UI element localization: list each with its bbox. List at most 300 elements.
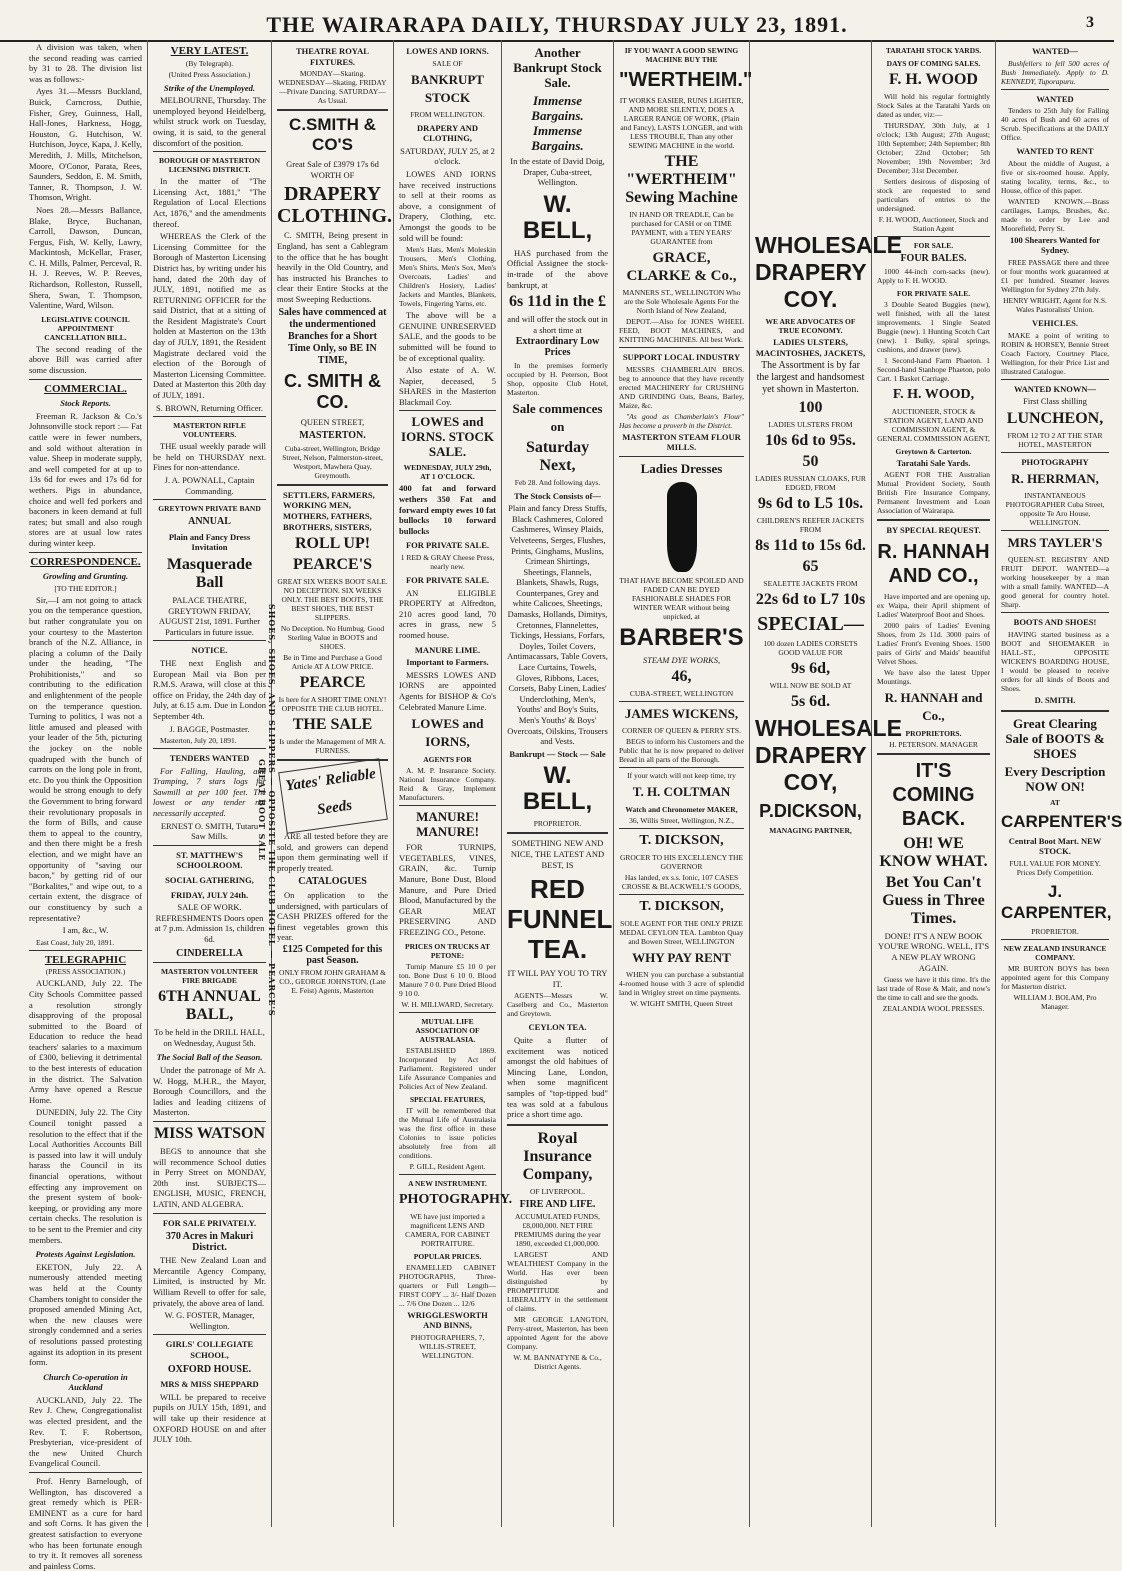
divider xyxy=(153,1334,266,1335)
section-heading-telegraphic: TELEGRAPHIC xyxy=(44,953,127,966)
ad-text: Bankrupt — Stock — Sale xyxy=(509,748,606,759)
ad-text: PROPRIETOR. xyxy=(1031,926,1079,936)
divider xyxy=(1001,452,1109,453)
ad-title-bell: W. BELL, xyxy=(522,762,593,816)
notice-text: In the matter of "The Licensing Act, 1881," "The Regulation of Local Elections Act, 1876," and the amendments thereof. xyxy=(153,176,266,229)
ad-text: Tenders to 25th July for Falling 40 acres of Bush and 60 acres of Scrub. Specifications at the DAILY Office. xyxy=(1001,106,1109,143)
ad-title-wertheim: "WERTHEIM." xyxy=(619,69,753,91)
divider xyxy=(277,109,388,111)
article-text: Noes 28.—Messrs Ballance, Blake, Bryce, Buchanan, Carroll, Dawson, Duncan, Fergus, Fish, W. Kelly, Lawry, Mackintosh, McKellar, Fraser, C. H. Mills, Palmer, Perceval, R. H. J. Reeves, W. P. Reeves, Richardson, Rolleston, Russell, Shera, Swan, T. Thompson, Valentine, Ward, Wilson. xyxy=(29,204,142,311)
ad-title: LOWES and IORNS. STOCK SALE. xyxy=(401,414,494,460)
ad-heading: PHOTOGRAPHY xyxy=(1021,456,1089,467)
ad-heading: PROPRIETORS. xyxy=(905,728,962,738)
article-text: EKETON, July 22. A numerously attended meeting was held at the County Chambers tonight to consider the proposed amended Mining Act, when the new clauses were strongly condemned and a series of resolutions passed protesting against its adoption in its present form. xyxy=(29,1261,142,1368)
ad-text: SETTLERS, FARMERS, WORKING MEN, MOTHERS, FATHERS, BROTHERS, SISTERS, xyxy=(283,489,375,532)
ad-text: FREE PASSAGE there and three or four months work guaranteed at £1 per hundred. Steamer leaves Wellington for Sydney 27th July. xyxy=(1001,257,1109,294)
signature: P. GILL, Resident Agent. xyxy=(409,1161,486,1171)
ad-text: 1 Second-hand Farm Phaeton. 1 Second-hand Stanhope Phaeton, polo Cart. 1 Basket Carriage. xyxy=(877,355,990,383)
divider xyxy=(619,701,744,702)
notice-heading: MASTERTON RIFLE VOLUNTEERS. xyxy=(173,421,246,440)
ad-heading: MUTUAL LIFE ASSOCIATION OF AUSTRALASIA. xyxy=(415,1016,480,1044)
signature: I am, &c., W. xyxy=(62,925,109,936)
ad-heading: Watch and Chronometer MAKER, xyxy=(625,805,738,815)
ad-heading: AT xyxy=(1050,797,1060,807)
ad-heading: FOUR BALES. xyxy=(900,253,967,264)
ad-text: LARGEST AND WEALTHIEST Company in the World. Has ever been distinguished by PROMPTITUDE and LIBERALITY in the settlement of claims. xyxy=(507,1250,608,1314)
ad-text: DONE! IT'S A NEW BOOK YOU'RE WRONG. WELL, IT'S A NEW PLAY WRONG AGAIN. xyxy=(877,930,990,973)
ad-title: Every Description NOW ON! xyxy=(1004,763,1106,794)
ad-text: Great Sale of £3979 17s 6d WORTH OF xyxy=(286,159,379,180)
ad-heading: FOR PRIVATE SALE. xyxy=(896,288,971,298)
lady-dress-illustration xyxy=(667,482,697,572)
ad-text: WILL NOW BE SOLD AT xyxy=(769,681,852,691)
ad-title: F. H. WOOD xyxy=(889,71,978,88)
column-8 xyxy=(872,40,996,1527)
ad-text: FROM 12 TO 2 AT THE STAR HOTEL, MASTERTON xyxy=(1007,430,1103,449)
ad-text: Plain and fancy Dress Stuffs, Black Cashmeres, Colored Cashmeres, Winsey Plaids, Velveteens, Serges, Flushes, Prints, Ginghams, Muslins, Crimean Shirtings, Sheetings, Flannels, Blankets, Shawls, Rugs, Counterpanes, Grey and white Calicoes, Sheetings, Damasks, Hollands, Dimitys, Cretonnes, Flannelettes, Tickings, Hessians, Forfars, Doyles, Toilet Covers, Antimacassars, Table Covers, Lace Curtains, Towels, Gloves, Ribbons, Laces, Corsets, Baby Linen, Ladies' Underclothing, Men's, Youths' and Boy's Suits, Men's Youths' & Boys' Overcoats, Oilskins, Trousers and Vests. xyxy=(507,503,608,747)
ad-text: PALACE THEATRE, GREYTOWN FRIDAY, AUGUST 21st, 1891. Further Particulars in future issue. xyxy=(158,594,261,637)
ad-text: and will offer the stock out in a short time at xyxy=(507,314,608,335)
ad-heading: DRAPERY AND CLOTHING, xyxy=(416,122,478,144)
ad-text: Extraordinary Low Prices xyxy=(515,336,600,358)
ad-text: QUEEN STREET, xyxy=(300,416,365,427)
ad-text: H. PETERSON. MANAGER xyxy=(889,739,978,749)
divider xyxy=(877,753,990,755)
ad-text: Have imported and are opening up, ex Waipa, their April shipment of Ladies' Waterproof Boot and Shoes. xyxy=(877,591,990,619)
ad-heading: WANTED xyxy=(1036,93,1074,104)
ad-title: T. H. COLTMAN xyxy=(632,784,731,800)
column-4 xyxy=(394,40,513,1527)
ad-title-barbers: BARBER'S xyxy=(619,623,744,651)
ad-text: 100 dozen LADIES CORSETS GOOD VALUE FOR xyxy=(763,639,858,658)
ad-title: WHY PAY RENT xyxy=(632,950,731,966)
ad-heading: SOCIAL GATHERING, xyxy=(165,875,254,886)
article-text: AUCKLAND, July 22. The Rev J. Chew, Congregationalist was elected president, and the Rev. T. F. Robertson, Presbyterian, vice-president of the new United Church Evangelical Council. xyxy=(29,1394,142,1469)
ad-heading: CATALOGUES xyxy=(298,876,367,888)
ad-heading: THEATRE ROYAL FIXTURES. xyxy=(296,46,369,67)
article-note: (By Telegraph). xyxy=(185,58,234,68)
ad-text: No Deception. No Humbug. Good Sterling Value in BOOTS and SHOES. xyxy=(280,624,385,652)
ad-text: 1 RED & GRAY Cheese Press, nearly new. xyxy=(400,553,495,572)
ad-text: About the middle of August, a five or six-roomed house. Apply, stating locality, terms, &c., to House, office of this paper. xyxy=(1001,158,1109,195)
ad-text: Has landed, ex s.s. Ionic, 107 CASES CROSSE & BLACKWELL'S GOODS, xyxy=(621,873,742,892)
divider xyxy=(153,962,266,963)
divider xyxy=(619,828,744,829)
ad-text: We have also the latest Upper Mountings. xyxy=(877,667,990,686)
ad-text: WHEN you can purchase a substantial 4-roomed house with 3 acre of splendid land in Wrigley street on time payments. xyxy=(619,970,744,998)
ad-heading: PRICES ON TRUCKS AT PETONE: xyxy=(405,941,490,960)
divider xyxy=(399,1174,496,1175)
notice-text: WHEREAS the Clerk of the Licensing Committee for the Borough of Masterton Licensing District has, by writing under his hand, dated the 20th day of JULY, 1891, notified me as RETURNING OFFICER for the said District, that at a sitting of the Resident Magistrate's Court holden at Masterton on the 13th day of JULY, 1891, the Resident Magistrate declared void the election of the Borough of Masterton Licensing Committee. Dated at Masterton this 20th day of JULY, 1891. xyxy=(153,231,266,401)
ad-text: Central Boot Mart. NEW STOCK. xyxy=(1008,835,1102,857)
ad-title: Ladies Dresses xyxy=(640,460,723,476)
ad-title: ROLL UP! xyxy=(294,535,371,553)
ad-text: Cuba-street, Wellington, Bridge Street, Nelson, Palmerston-street, Westport, Mawhera Quay, Greymouth. xyxy=(282,443,383,480)
section-heading-very-latest: VERY LATEST. xyxy=(170,45,249,57)
notice-heading: NOTICE. xyxy=(191,645,228,656)
signature: F. H. WOOD, Auctioneer, Stock and Station Agent xyxy=(878,215,989,233)
ad-title: 10s 6d to 95s. xyxy=(765,432,856,450)
divider xyxy=(1001,710,1109,712)
ad-heading: Plain and Fancy Dress Invitation xyxy=(168,531,251,553)
ad-title: Sale commences on xyxy=(512,400,603,434)
divider xyxy=(619,894,744,895)
vertical-ad-strip: SHOES, SHOES, AND SLIPPERS — OPPOSITE THE CLUB HOTEL — PEARCE'S GREAT BOOT SALE xyxy=(257,603,277,1017)
divider xyxy=(153,499,266,500)
divider xyxy=(153,1213,266,1214)
ad-heading: FOR PRIVATE SALE. xyxy=(405,540,490,551)
ad-heading: FOR PRIVATE SALE. xyxy=(405,575,490,586)
ad-text: SATURDAY, JULY 25, at 2 o'clock. xyxy=(400,145,495,167)
signature: W. H. MILLWARD, Secretary. xyxy=(401,999,494,1009)
ad-text: HAVING started business as a BOOT and SHOEMAKER in HALL-ST., OPPOSITE WICKEN'S BOARDING HOUSE, I would be pleased to receive orders for all kinds of Boots and Shoes. xyxy=(1001,629,1109,693)
ad-title: 8s 11d to 15s 6d. xyxy=(755,537,866,555)
ad-text: "As good as Chamberlain's Flour" Has become a proverb in the District. xyxy=(619,411,744,430)
ad-text: IN HAND OR TREADLE, Can be purchased for CASH or on TIME PAYMENT, with a TEN YEARS' GUARANTEE from xyxy=(629,210,734,246)
ad-text: BEGS to announce that she will recommence School duties in Perry Street on MONDAY, 20th inst. SUBJECTS— ENGLISH, MUSIC, FRENCH, LATIN, AND ALGEBRA. xyxy=(153,1145,266,1209)
ad-text: SEALETTE JACKETS FROM xyxy=(763,579,858,589)
ad-text: ENAMELLED CABINET PHOTOGRAPHS, Three-quarters or Full Length— FIRST COPY ... 3/- Half Dozen ... 7/6 One Dozen ... 12/6 xyxy=(399,1262,496,1308)
divider xyxy=(399,1012,496,1013)
divider xyxy=(153,845,266,846)
column-5 xyxy=(502,40,614,1527)
ad-text: £125 Competed for this past Season. xyxy=(282,944,383,966)
ad-title: LOWES and IORNS, xyxy=(411,716,484,750)
ad-heading: The Social Ball of the Season. xyxy=(156,1052,263,1063)
ad-heading: MASTERTON VOLUNTEER FIRE BRIGADE xyxy=(160,967,259,986)
signature: ERNEST O. SMITH, Tutaru Saw Mills. xyxy=(160,820,259,842)
ad-text: SOLE AGENT FOR THE ONLY PRIZE MEDAL CEYLON TEA. Lambton Quay and Bowen Street, WELLINGTON xyxy=(619,919,744,947)
ad-title: 9s 6d, xyxy=(790,660,831,678)
ad-text: FULL VALUE FOR MONEY. Prices Defy Competition. xyxy=(1009,858,1101,877)
ad-text: WILL be prepared to receive pupils on JULY 15th, 1891, and will take up their residence at OXFORD HOUSE on and after JULY 10th. xyxy=(153,1391,266,1445)
ad-heading: TENDERS WANTED xyxy=(169,753,250,764)
ad-heading: POPULAR PRICES. xyxy=(413,1251,482,1261)
ad-text: GROCER TO HIS EXCELLENCY THE GOVERNOR xyxy=(619,853,744,872)
signature: WILLIAM J. BOLAM, Pro Manager. xyxy=(1013,992,1097,1011)
ad-heading: WANTED KNOWN— xyxy=(1014,383,1096,394)
divider xyxy=(1001,89,1109,90)
ad-text: Settlers desirous of disposing of stock are requested to send particulars of entries to the undersigned. xyxy=(877,177,990,213)
dateline: East Coast, July 20, 1891. xyxy=(36,937,115,947)
ad-title-dickson: P.DICKSON, xyxy=(759,801,862,822)
ad-title: MANURE! MANURE! xyxy=(416,809,479,840)
ad-text: Guess we have it this time. It's the last trade of Rose & Mair, and now's the time to call and see the goods. xyxy=(877,975,990,1003)
notice-text: THE next English and European Mail via Bon per R.M.S. Arawa, will close at this office on Friday, the 24th day of July, at 6.15 a.m. Due in London September 4th. xyxy=(153,657,266,721)
ad-title: 6TH ANNUAL BALL, xyxy=(158,988,261,1024)
ad-text: 3 Double Seated Buggies (new), well finished, with all the latest improvements. 1 Single Seated Buggie (new). 1 Hunting Scotch Cart (new). 1 Bulky, spiral springs, cushions, and drawer (new). xyxy=(877,299,990,354)
article-text: Ayes 31.—Messrs Buckland, Buick, Carncross, Duthie, Fisher, Grey, Guinness, Hall, Hall-Jones, Harkness, Hogg, Houston, G. Hutchison, W. Hutchison, Joyce, Kapa, J. Kelly, Meredith, J. Mills, Mitchelson, Moore, O'Conor, Parata, Rees, Saunders, Seddon, E. M. Smith, Tanner, R. Thompson, J. W. Thomson, Wright. xyxy=(29,86,142,203)
ad-title: THE SALE xyxy=(292,716,373,734)
ad-text: Taratahi Sale Yards. xyxy=(896,457,971,468)
signature: W. G. FOSTER, Manager, Wellington. xyxy=(164,1310,255,1331)
ad-text: If your watch will not keep time, try xyxy=(627,771,736,781)
ad-text: ESTABLISHED 1869. Incorporated by Act of Parliament. Registered under Life Assurance Companies and Policies Act of New Zealand. xyxy=(399,1045,496,1091)
divider xyxy=(399,805,496,806)
ad-text: AGENT FOR THE Australian Mutual Provident Society, South British Fire Insurance Company, Permanent Investment and Loan Association of Wairarapa. xyxy=(877,470,990,516)
ad-text: MR BURTON BOYS has been appointed agent for this Company for Masterton district. xyxy=(1001,963,1109,991)
section-heading-correspondence: CORRESPONDENCE. xyxy=(30,555,141,568)
ad-heading: GIRLS' COLLEGIATE SCHOOL, xyxy=(165,1339,254,1361)
ad-text: HAS purchased from the Official Assignee the stock-in-trade of the above bankrupt, at xyxy=(507,247,608,290)
signature: W. M. BANNATYNE & Co., District Agents. xyxy=(513,1353,602,1372)
ad-text: Bushfellers to fell 500 acres of Bush Immediately. Apply to D. KENNEDY, Tuporapuru. xyxy=(1001,58,1109,86)
ad-title: Immense Bargains. Immense Bargains. xyxy=(531,93,584,153)
divider xyxy=(29,379,142,380)
ad-heading: MRS & MISS SHEPPARD xyxy=(160,1379,259,1390)
ad-text: MANNERS ST., WELLINGTON Who are the Sole Wholesale Agents For the North Island of New Zealand, xyxy=(622,288,741,315)
ad-title-coming-back: IT'S COMING BACK. xyxy=(892,759,975,830)
article-text: MELBOURNE, Thursday. The unemployed beyond Heidelberg, whilst struck work on Tuesday, owing, it is said, to the general discomfort of the position. xyxy=(153,95,266,148)
ad-title-hannah: R. HANNAH AND CO., xyxy=(877,540,990,587)
ad-title: 6s 11d in the £ xyxy=(509,293,606,311)
ad-heading: MANURE LIME. xyxy=(414,644,481,655)
ad-title: T. DICKSON, xyxy=(639,899,724,915)
ad-title: JAMES WICKENS, xyxy=(624,706,739,722)
ad-title: DRAPERY CLOTHING. xyxy=(277,183,393,228)
article-subheading: Growling and Grunting. xyxy=(42,571,129,582)
ad-text: ACCUMULATED FUNDS, £8,000,000. NET FIRE PREMIUMS during the year 1890, exceeded £1,000,000. xyxy=(514,1212,601,1249)
ad-title-bell: W. BELL, xyxy=(522,190,593,244)
ad-text: QUEEN-ST. REGISTRY AND FRUIT DEPOT. WANTED—a working housekeeper by a man with a small family. WANTED—A good general for country hotel. Sharp. xyxy=(1001,555,1109,610)
ad-heading: ST. MATTHEW'S SCHOOLROOM. xyxy=(176,849,243,871)
ad-title: R. HERRMAN, xyxy=(1011,471,1099,487)
ad-title-wholesale-drapery: WHOLESALE DRAPERY COY, xyxy=(755,715,902,796)
ad-title: Royal Insurance Company, xyxy=(522,1129,593,1183)
ad-text: IT WILL PAY YOU TO TRY IT. xyxy=(507,968,608,989)
ad-title: MRS TAYLER'S xyxy=(1007,535,1103,551)
ad-text: LADIES ULSTERS FROM xyxy=(768,420,853,430)
divider xyxy=(153,640,266,641)
divider xyxy=(153,748,266,749)
ad-text: A. M. P. Insurance Society. National Insurance Company. Reid & Gray, Implement Manufacturers. xyxy=(399,766,496,803)
ad-text: MAKE a point of writing to ROBIN & HORSEY, Bennie Street Coach Factory, Courtney Place, Wellington, for their Price List and illustrated Catalogue. xyxy=(1001,330,1109,376)
notice-text: THE usual weekly parade will be held on THURSDAY next. Fines for non-attendance. xyxy=(153,441,266,473)
ad-title: 22s 6d to L7 10s xyxy=(755,591,866,609)
ad-heading: OXFORD HOUSE. xyxy=(167,1363,252,1375)
column-7 xyxy=(750,40,902,1527)
ad-text: ONLY FROM JOHN GRAHAM & CO., GEORGE JOHNSTON, (Late E. Feist) Agents, Masterton xyxy=(279,968,386,996)
ad-text: WANTED KNOWN.—Brass cartilages, Lamps, Brushes, &c. made to order by Lee and Moorefield, Perry St. xyxy=(1001,196,1109,233)
ad-text: SALE OF xyxy=(432,58,463,68)
ad-text: AGENTS—Messrs W. Caselberg and Co., Masterton and Greytown. xyxy=(507,991,608,1019)
ad-heading: The Stock Consists of— xyxy=(514,490,601,501)
column-2 xyxy=(148,40,272,1527)
ad-text: 100 Shearers Wanted for Sydney. xyxy=(1009,234,1101,256)
ad-title: 370 Acres in Makuri District. xyxy=(165,1231,254,1253)
ad-heading: FRIDAY, JULY 24th. xyxy=(170,889,249,900)
ad-text: AUCTIONEER, STOCK & STATION AGENT, LAND AND COMMISSION AGENT, & GENERAL COMMISSION AGENT, xyxy=(877,406,990,443)
ad-text: THURSDAY, 30th July, at 1 o'clock; 13th August; 27th August; 10th September; 24th September; 8th October; 22nd October; 5th November; 19th November; 3rd December; 31st December. xyxy=(877,121,990,175)
ad-title: 100 xyxy=(798,399,823,417)
ad-text: LADIES ULSTERS, MACINTOSHES, JACKETS, xyxy=(755,337,866,358)
ad-text: FROM WELLINGTON. xyxy=(410,109,485,119)
column-1 xyxy=(24,40,148,1571)
ad-text: Under the patronage of Mr A. W. Hogg, M.H.R., the Mayor, Borough Councillors, and the ladies and leading citizens of Masterton. xyxy=(153,1064,266,1118)
ad-heading: WEDNESDAY, JULY 29th, AT 1 O'CLOCK. xyxy=(403,463,492,482)
divider xyxy=(619,347,744,348)
ad-heading: BY SPECIAL REQUEST. xyxy=(886,525,981,536)
article-text: The second reading of the above Bill was carried after some discussion. xyxy=(29,343,142,376)
ad-text: Turnip Manure £5 10 0 per ton. Bone Dust 6 10 0. Blood Manure 7 0 0. Pure Dried Blood 9 10 0. xyxy=(399,961,496,998)
ad-heading: NEW ZEALAND INSURANCE COMPANY. xyxy=(1003,943,1107,962)
ad-title: SPECIAL— xyxy=(757,613,864,636)
ad-title-carpenters: CARPENTER'S xyxy=(1001,811,1122,831)
ad-text: In the premises formerly occupied by H. Peterson, Boot Shop, opposite Club Hotel, Masterton. xyxy=(507,360,608,397)
ad-title: PEARCE xyxy=(299,674,366,692)
ad-text: Men's Hats, Men's Moleskin Trousers, Men's Clothing, Men's Shirts, Men's Sox, Men's Overcoats, Ladies' and Children's Hosiery, Ladies' Jackets and Mantles, Blankets, Towels, Fingering Yarns, etc. xyxy=(399,245,496,309)
ad-text: SALE OF WORK. REFRESHMENTS Doors open at 7 p.m. Admission 1s, children 6d. xyxy=(154,902,265,944)
ad-title-red-funnel-tea: RED FUNNEL TEA. xyxy=(507,874,613,965)
divider xyxy=(619,456,744,457)
ad-text: SOMETHING NEW AND NICE, THE LATEST AND BEST, IS xyxy=(510,838,605,870)
ad-text: LOWES AND IORNS have received instructions to sell at their rooms as above, a consignment of Drapery, Clothing, etc. Amongst the goods to be sold will be found: xyxy=(399,168,496,243)
divider xyxy=(29,552,142,553)
divider xyxy=(1001,379,1109,380)
ad-text: Is here for A SHORT TIME ONLY! OPPOSITE THE CLUB HOTEL. xyxy=(278,695,387,714)
signature: D. SMITH. xyxy=(1034,694,1076,705)
seeds-logo: Yates' Reliable Seeds xyxy=(278,758,388,834)
article-text: Freeman R. Jackson & Co.'s Johnsonville stock report :— Fat cattle were in fewer numbers, and sold without alteration in value. Sheep in moderate supply, and well competed for at up to 13s 6d for ewes and 17s 6d for wethers. Pigs in abundance, choice and well fed porkers and baconers in keen demand at full rates; but small and also rough stores are at usual low rates during winter keep. xyxy=(29,410,142,548)
ad-text: FOR TURNIPS, VEGETABLES, VINES, GRAIN, &c. Turnip Manure, Bone Dust, Blood Manure, and Pure Dried Blood, Manufactured by the GEAR MEAT PRESERVING AND FREEZING CO., Petone. xyxy=(399,842,496,937)
ad-title: R. HANNAH and Co., xyxy=(884,689,983,723)
ad-title: 50 xyxy=(802,453,819,471)
ad-title: MISS WATSON xyxy=(154,1124,265,1142)
ad-title: PEARCE'S xyxy=(292,556,373,574)
ad-title: PHOTOGRAPHY. xyxy=(399,1191,513,1207)
divider xyxy=(153,416,266,417)
ad-text: PHOTOGRAPHERS, 7, WILLIS-STREET, WELLINGTON. xyxy=(410,1332,485,1360)
ad-title: Masquerade Ball xyxy=(166,555,253,591)
ad-heading: VEHICLES. xyxy=(1031,317,1079,328)
ad-text: CORNER OF QUEEN & PERRY STS. xyxy=(622,726,741,736)
ad-title: GRACE, CLARKE & Co., xyxy=(626,250,737,284)
ad-heading: WANTED— xyxy=(1032,46,1078,56)
signature: HENRY WRIGHT, Agent for N.S. Wales Pastoralists' Union. xyxy=(1003,295,1107,314)
ad-title-smith: C.SMITH & CO'S xyxy=(289,115,376,155)
ad-heading: MASTERTON. xyxy=(299,430,366,442)
divider xyxy=(399,410,496,411)
ad-text: STEAM DYE WORKS, xyxy=(642,654,721,665)
ad-heading: FIRE AND LIFE. xyxy=(519,1198,596,1210)
ad-heading: SPECIAL FEATURES, xyxy=(409,1094,486,1104)
ad-text: GREAT SIX WEEKS BOOT SALE. NO DECEPTION. SIX WEEKS ONLY. THE BEST BOOTS, THE BEST SHOES, THE BEST SLIPPERS. xyxy=(277,577,388,623)
ad-title: 65 xyxy=(802,558,819,576)
column-6 xyxy=(614,40,753,1527)
ad-text: CHILDREN'S REEFER JACKETS FROM xyxy=(756,516,865,535)
ad-title: 46, xyxy=(671,668,692,686)
ad-text: 1000 44-inch corn-sacks (new). Apply to F. H. WOOD. xyxy=(877,266,990,285)
ad-text: MR GEORGE LANGTON, Perry-street, Masterton, has been appointed Agent for the above Company. xyxy=(507,1315,608,1352)
article-text: DUNEDIN, July 22. The City Council tonight passed a resolution to the effect that if the Local Authorities Accounts Bill is passed into law it will unduly harass the Council in its financial operations, without effecting any improvement on the present system of book-keeping, or providing any more certain checks. The resolution is to be sent to the Premier and city members. xyxy=(29,1107,142,1245)
ad-heading: CEYLON TEA. xyxy=(528,1022,587,1033)
divider xyxy=(877,236,990,237)
ad-text: MESSRS LOWES AND IORNS are appointed Agents for BISHOP & Co's Celebrated Manure Lime. xyxy=(399,669,496,712)
ad-title-carpenter: J. CARPENTER, xyxy=(1001,881,1112,922)
ad-title: LUNCHEON, xyxy=(1006,409,1104,427)
article-note: [TO THE EDITOR.] xyxy=(54,583,117,593)
ad-title: Great Clearing Sale of BOOTS & SHOES xyxy=(1005,715,1105,761)
divider xyxy=(1001,939,1109,940)
ad-text: The above will be a GENUINE UNRESERVED SALE, and the goods to be submitted will be found to be of exceptional quality. xyxy=(399,310,496,363)
ad-text: 2000 pairs of Ladies' Evening Shoes, from 2s 11d. 3000 pairs of Ladies' Front's Evening Shoes. 1500 pairs of Girls' and Maids' beautiful Velvet Shoes. xyxy=(877,620,990,666)
ad-heading: DAYS OF COMING SALES. xyxy=(886,59,981,68)
divider xyxy=(619,767,744,768)
article-subheading: Strike of the Unemployed. xyxy=(163,82,256,93)
ad-text: BEGS to inform his Customers and the Public that he is now prepared to deliver Bread in all parts of the Borough. xyxy=(619,737,744,765)
ad-text: IT WORKS EASIER, RUNS LIGHTER, AND MORE SILENTLY, DOES A LARGER RANGE OF WORK, (Plain and Fancy), LASTS LONGER, and with LESS TROUBLE, Than any other SEWING MACHINE in the world. xyxy=(619,96,744,150)
ad-heading: TARATAHI STOCK YARDS. xyxy=(885,46,982,55)
signature: J. A. POWNALL, Captain Commanding. xyxy=(164,475,255,496)
ad-text: On application to the undersigned, with particulars of CASH PRIZES offered for the finest vegetables grown this year. xyxy=(277,890,388,943)
divider xyxy=(153,1121,266,1122)
ad-text: LADIES RUSSIAN CLOAKS, FUR EDGED, FROM xyxy=(755,474,866,493)
divider xyxy=(29,950,142,951)
ad-text: WRIGGLESWORTH AND BINNS, xyxy=(407,1309,488,1331)
ad-heading: AGENTS FOR xyxy=(423,755,472,765)
article-text: AUCKLAND, July 22. The City Schools Committee passed a resolution strongly disapproving of the proposal submitted to the Board of Education to reduce the head teachers' salaries to a maximum of £300, believing it detrimental to the best interests of education in the district. The Salvation Army have opened a Rescue Home. xyxy=(29,978,142,1105)
ad-text: AN ELIGIBLE PROPERTY at Alfredton, 210 acres good land, 70 acres in grass, new 5 roomed house. xyxy=(399,587,496,640)
ad-text: Also estate of A. W. Napier, deceased, 5 SHARES in the Masterton Blackmail Coy. xyxy=(399,365,496,407)
ad-title: T. DICKSON, xyxy=(639,833,724,849)
article-heading: LEGISLATIVE COUNCIL APPOINTMENT CANCELLATION BILL. xyxy=(41,314,130,342)
article-note: (PRESS ASSOCIATION.) xyxy=(45,967,126,977)
ad-title: 9s 6d to L5 10s. xyxy=(757,495,864,513)
ad-text: Important to Farmers. xyxy=(406,657,489,668)
ad-text: To be held in the DRILL HALL, on Wednesday, August 5th. xyxy=(154,1027,265,1048)
ad-heading: A NEW INSTRUMENT. xyxy=(408,1178,487,1188)
ad-heading: WE ARE ADVOCATES OF TRUE ECONOMY. xyxy=(765,317,856,335)
ad-heading: BOOTS AND SHOES! xyxy=(1013,617,1097,628)
ad-text: The Assortment is by far the largest and handsomest yet shown in Masterton. xyxy=(756,360,865,396)
ad-text: In the estate of David Doig, Draper, Cuba-street, Wellington. xyxy=(510,156,605,188)
dateline: Masterton, July 20, 1891. xyxy=(160,736,237,746)
signature: S. BROWN, Returning Officer. xyxy=(155,402,264,413)
ad-heading: IF YOU WANT A GOOD SEWING MACHINE BUY THE xyxy=(624,46,739,64)
ad-text: Is under the Management of MR A. FURNESS. xyxy=(279,737,386,756)
notice-heading: BOROUGH OF MASTERTON LICENSING DISTRICT. xyxy=(159,156,260,175)
ad-text: Quite a flutter of excitement was noticed amongst the old habitues of Mincing Lane, London, when some magnificent samples of "top-tipped bud" tea was sold at a fabulous price a short time ago. xyxy=(507,1034,608,1120)
divider xyxy=(153,151,266,152)
ad-text: MASTERTON STEAM FLOUR MILLS. xyxy=(622,431,741,453)
divider xyxy=(507,832,608,834)
signature: W. WIGHT SMITH, Queen Street xyxy=(630,999,733,1009)
ad-heading: FOR SALE. xyxy=(913,241,954,250)
ad-text: INSTANTANEOUS PHOTOGRAPHER Cuba Street, opposite Te Aro House, WELLINGTON. xyxy=(1005,491,1105,528)
article-subheading: Church Co-operation in Auckland xyxy=(43,1371,128,1393)
ad-text: Be in Time and Purchase a Good Article AT A LOW PRICE. xyxy=(283,653,382,672)
ad-heading: GREYTOWN PRIVATE BAND xyxy=(158,504,261,514)
ad-text: THE New Zealand Loan and Mercantile Agency Company, Limited, is instructed by Mr. William Revell to offer for sale, privately, the above area of land. xyxy=(153,1255,266,1308)
ad-title-wholesale-drapery: WHOLESALE DRAPERY COY. xyxy=(755,232,902,312)
ad-title: F. H. WOOD, xyxy=(892,386,975,402)
masthead xyxy=(0,0,1114,42)
masthead-title: THE WAIRARAPA DAILY, THURSDAY JULY 23, 1891. xyxy=(266,12,848,37)
ad-text: First Class shilling xyxy=(1023,396,1087,407)
ad-title: Saturday Next, xyxy=(525,438,590,474)
ad-text: PROPRIETOR. xyxy=(533,819,582,829)
ad-text: Feb 28. And following days. xyxy=(514,477,601,487)
divider xyxy=(1001,612,1109,613)
ad-text: 36, Willis Street, Wellington, N.Z., xyxy=(629,816,734,826)
ad-text: IT will be remembered that the Mutual Life of Australasia was the first office in these Colonies to issue policies absolutely free from all conditions. xyxy=(399,1105,496,1160)
ad-text: OF LIVERPOOL. xyxy=(529,1186,585,1196)
ad-text: 400 fat and forward wethers 350 Fat and forward empty ewes 10 fat bullocks 10 forward bullocks xyxy=(399,483,496,536)
article-text: Sir,—I am not going to attack you on the temperance question, but rather congratulate you on your courtesy to the Masterton branch of the N.Z. Alliance, in placing a column of the Daily under the heading, "The Prohibitionists," and so contributing to the edification and enlightenment of the people on the temperance question. Turning to politics, I was not a little amused and pleased with your leader of the 5th, picturing the jockey on the noble quadruped with the bunch of carrots on the long pole in front, etc. Do you think the Opposition would be strong enough to defy the Government to bring forward their revolutionary proposals in the form of Bills, and cause them to appeal to the country, and then there might be a fresh election, and we might have an opportunity of "saving our bacon," by getting rid of our "Borkalites," and wipe out, to a certain extent, the disgrace of our constituency by such a representative? xyxy=(29,594,142,923)
ad-heading: Greytown & Carterton. xyxy=(895,446,972,456)
divider xyxy=(877,519,990,521)
ad-text: CUBA-STREET, WELLINGTON xyxy=(629,689,734,699)
